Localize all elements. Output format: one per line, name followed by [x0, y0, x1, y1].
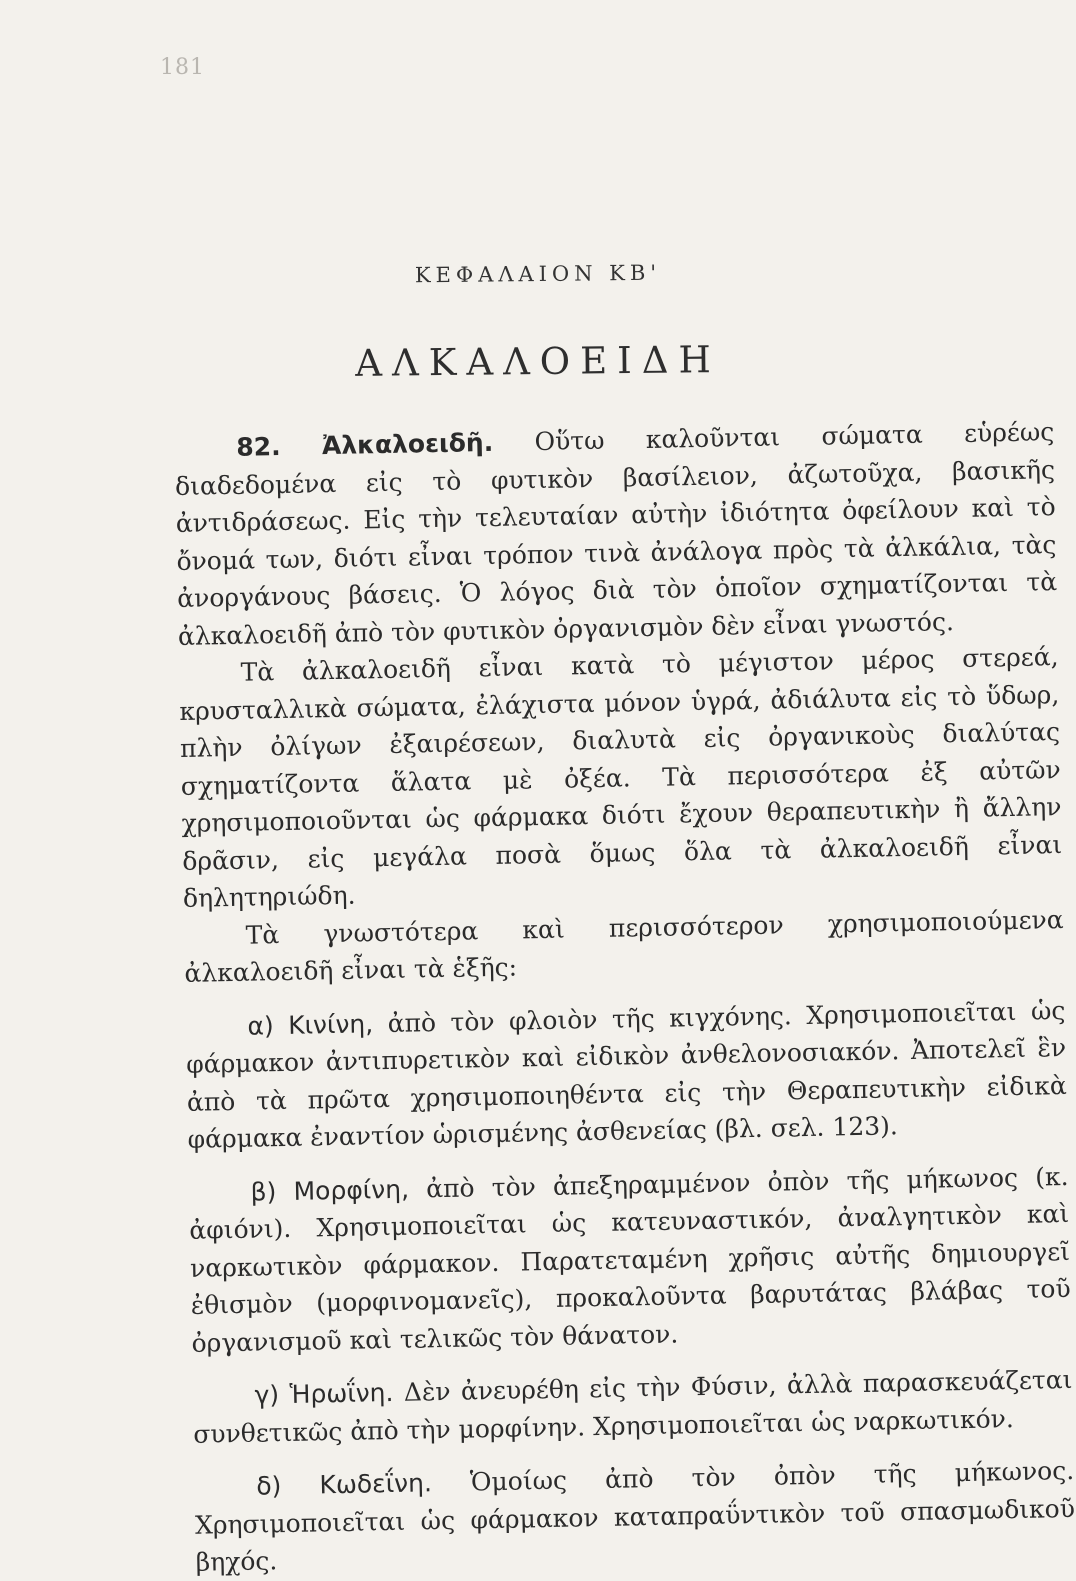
- list-item-morphine: [188, 1157, 1071, 1361]
- chapter-label: ΚΕΦΑΛΑΙΟΝ ΚΒ': [414, 260, 662, 288]
- list-item-text: Ὁμοίως ἀπὸ τὸν ὀπὸν τῆς μήκωνος. Χρησιμοποιεῖται ὡς φάρμακον καταπραΰντικὸν τοῦ σπασμωδικοῦ βηχός.: [194, 1455, 1076, 1577]
- page-number: 181: [160, 55, 205, 80]
- list-item-text: ἀπὸ τὸν φλοιὸν τῆς κιγχόνης. Χρησιμοποιεῖται ὡς φάρμακον ἀντιπυρετικὸν καὶ εἰδικὸν ἀνθελονοσιακόν. Ἀποτελεῖ ἓν ἀπὸ τὰ πρῶτα χρησιμοποιηθέντα εἰς τὴν Θεραπευτικὴν εἰδικὰ φάρμακα ἐναντίον ὡρισμένης ἀσθενείας (βλ. σελ. 123).: [185, 995, 1068, 1154]
- section-title: Ἀλκαλοειδῆ.: [321, 427, 494, 461]
- section-intro-text: Οὕτω καλοῦνται σώματα εὑρέως διαδεδομένα εἰς τὸ φυτικὸν βασίλειον, ἀζωτοῦχα, βασικῆς ἀντιδράσεως. Εἰς τὴν τελευταίαν αὐτὴν ἰδιότητα ὀφείλουν καὶ τὸ ὄνομά των, διότι εἶναι τρόπον τινὰ ἀνάλογα πρὸς τὰ ἀλκάλια, τὰς ἀνοργάνους βάσεις. Ὁ λόγος διὰ τὸν ὁποῖον σχηματίζονται τὰ ἀλκαλοειδῆ ἀπὸ τὸν φυτικὸν ὀργανισμὸν δὲν εἶναι γνωστός.: [174, 417, 1058, 651]
- list-item-marker: α): [247, 1010, 274, 1041]
- section-intro-paragraph: [174, 413, 1058, 655]
- section-number: 82.: [236, 431, 281, 462]
- paragraph-properties: Τὰ ἀλκαλοειδῆ εἶναι κατὰ τὸ μέγιστον μέρος στερεά, κρυσταλλικὰ σώματα, ἐλάχιστα μόνον ὑγρά, ἀδιάλυτα εἰς τὸ ὕδωρ, πλὴν ὀλίγων ἐξαιρέσεων, διαλυτὰ εἰς ὀργανικοὺς διαλύτας σχηματίζοντα ἅλατα μὲ ὀξέα. Τὰ περισσότερα ἐξ αὐτῶν χρησιμοποιοῦνται ὡς φάρμακα διότι ἔχουν θεραπευτικὴν ἢ ἄλλην δρᾶσιν, εἰς μεγάλα ποσὰ ὅμως ὅλα τὰ ἀλκαλοειδῆ εἶναι δηλητηριώδη.: [179, 642, 1063, 913]
- list-item-marker: γ): [254, 1380, 280, 1410]
- list-item-text: Δὲν ἀνευρέθη εἰς τὴν Φύσιν, ἀλλὰ παρασκευάζεται συνθετικῶς ἀπὸ τὴν μορφίνην. Χρησιμοποιεῖται ὡς ναρκωτικόν.: [192, 1364, 1073, 1449]
- paragraph-list-intro: Τὰ γνωστότερα καὶ περισσότερον χρησιμοποιούμενα ἀλκαλοειδῆ εἶναι τὰ ἑξῆς:: [184, 904, 1064, 988]
- list-item-text: ἀπὸ τὸν ἀπεξηραμμένον ὀπὸν τῆς μήκωνος (κ. ἀφιόνι). Χρησιμοποιεῖται ὡς κατευναστικόν, ἀναλγητικὸν καὶ ναρκωτικὸν φάρμακον. Παρατεταμένη χρῆσις αὐτῆς δημιουργεῖ ἐθισμὸν (μορφινομανεῖς), προκαλοῦντα βαρυτάτας βλάβας τοῦ ὀργανισμοῦ καὶ τελικῶς τὸν θάνατον.: [189, 1161, 1071, 1358]
- list-item-quinine: [185, 991, 1068, 1158]
- chapter-title: ΑΛΚΑΛΟΕΙΔΗ: [355, 338, 721, 385]
- list-item-name: Ἡρωΐνη.: [289, 1377, 394, 1409]
- list-item-codeine: [194, 1452, 1076, 1581]
- list-item-marker: β): [250, 1176, 277, 1207]
- list-item-name: Κωδεΐνη.: [319, 1468, 433, 1500]
- list-item-heroin: [192, 1361, 1073, 1453]
- list-item-marker: δ): [256, 1471, 282, 1501]
- list-item-name: Κινίνη,: [287, 1008, 374, 1040]
- body-text: [174, 413, 1076, 1581]
- list-item-name: Μορφίνη,: [293, 1174, 410, 1206]
